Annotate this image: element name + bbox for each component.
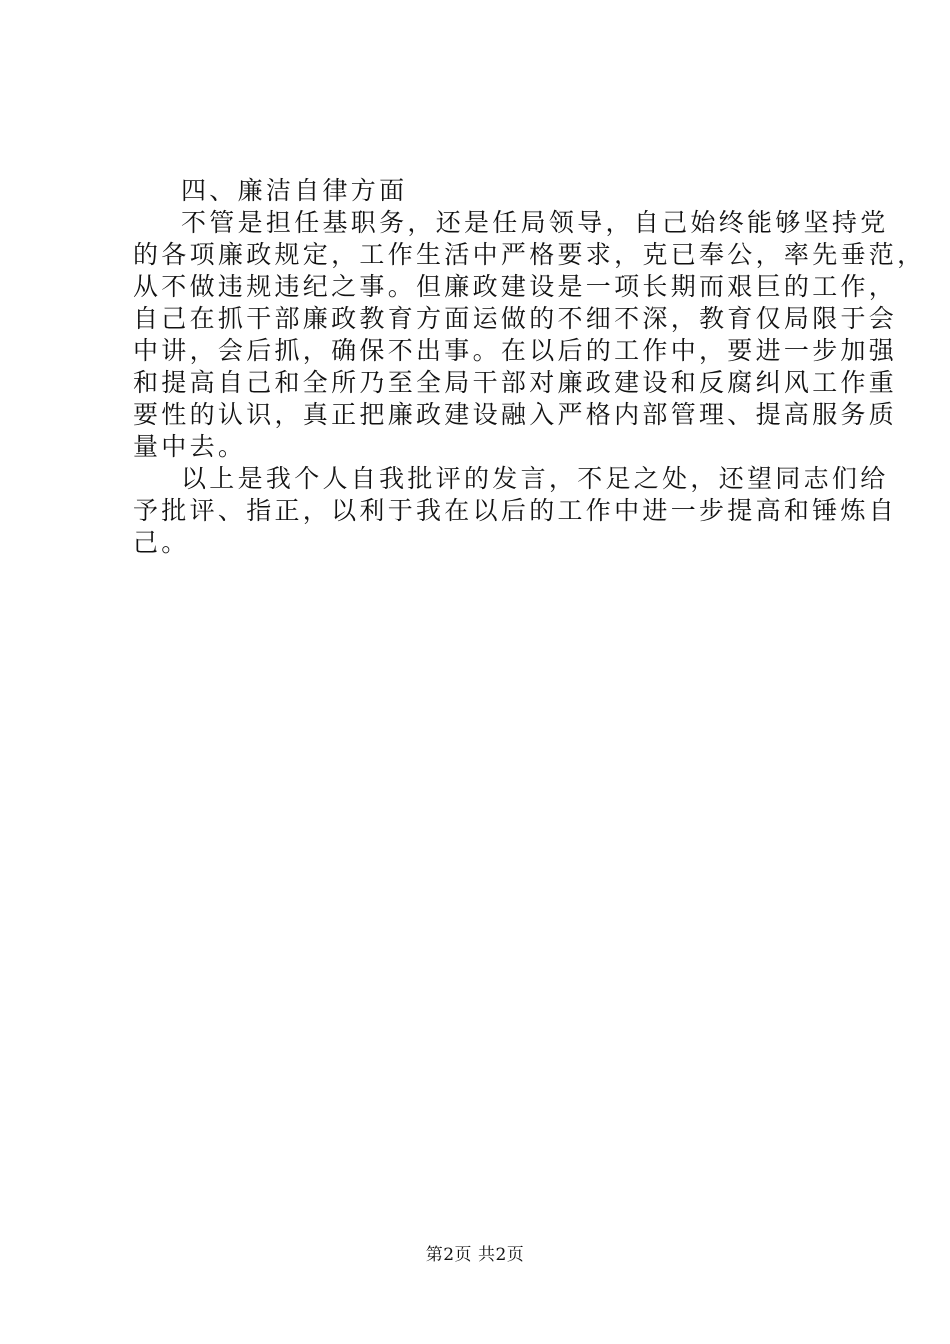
paragraph-2-line-2: 予批评、指正，以利于我在以后的工作中进一步提高和锤炼自 [133,496,898,525]
paragraph-1-line-4: 自己在抓干部廉政教育方面运做的不细不深，教育仅局限于会 [133,304,898,333]
paragraph-1-line-5: 中讲，会后抓，确保不出事。在以后的工作中，要进一步加强 [133,336,898,365]
page-footer: 第2页 共2页 [425,1245,525,1265]
paragraph-1-line-3: 从不做违规违纪之事。但廉政建设是一项长期而艰巨的工作， [133,272,898,301]
paragraph-1-line-6: 和提高自己和全所乃至全局干部对廉政建设和反腐纠风工作重 [133,368,898,397]
paragraph-1-line-7: 要性的认识，真正把廉政建设融入严格内部管理、提高服务质 [133,400,898,429]
paragraph-2-line-3: 己。 [133,528,190,557]
paragraph-2-line-1: 以上是我个人自我批评的发言，不足之处，还望同志们给 [181,464,889,493]
section-heading: 四、廉洁自律方面 [181,176,408,205]
paragraph-1-line-8: 量中去。 [133,432,247,461]
paragraph-1-line-2: 的各项廉政规定，工作生活中严格要求，克已奉公，率先垂范， [133,240,926,269]
paragraph-1-line-1: 不管是担任基职务，还是任局领导，自己始终能够坚持党 [181,208,889,237]
